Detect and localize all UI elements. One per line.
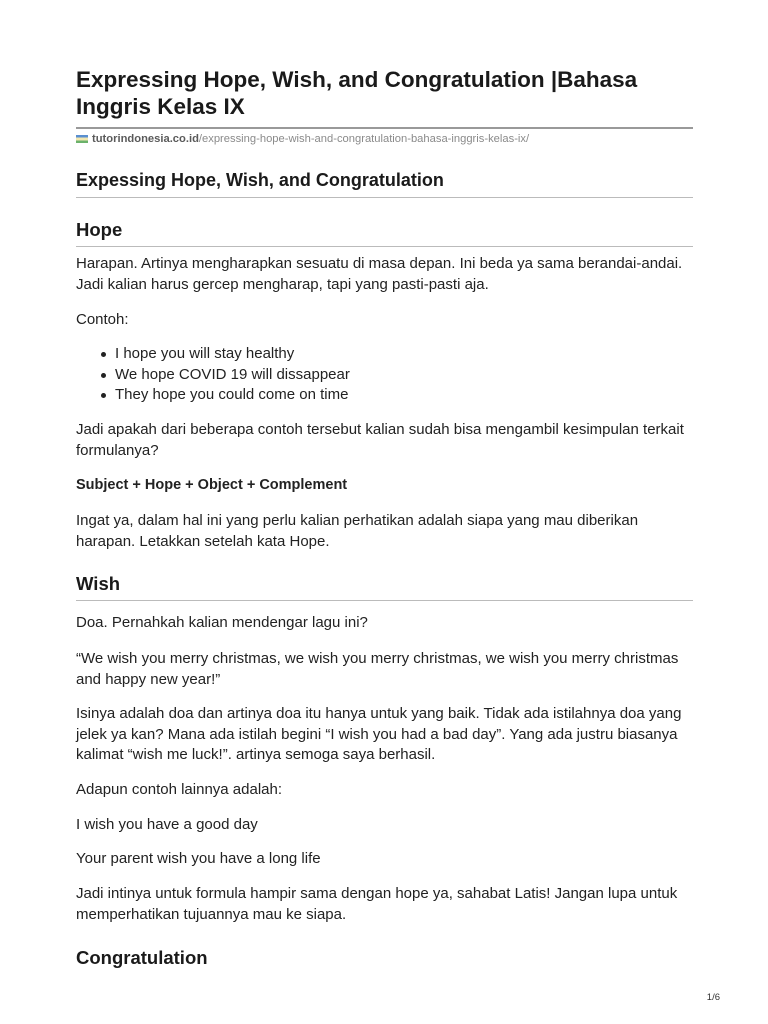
hope-heading-divider (76, 246, 693, 247)
hope-contoh-label: Contoh: (76, 311, 129, 328)
main-heading-divider (76, 197, 693, 198)
hope-question: Jadi apakah dari beberapa contoh tersebut kalian sudah bisa mengambil kesimpulan terkait formulanya? (76, 421, 684, 459)
wish-song: “We wish you merry christmas, we wish you merry christmas, we wish you merry christmas and happy new year!” (76, 650, 679, 688)
hope-heading: Hope (76, 219, 123, 240)
hope-formula: Subject + Hope + Object + Complement (76, 477, 348, 493)
congratulation-heading: Congratulation (76, 947, 208, 968)
main-heading: Expessing Hope, Wish, and Congratulation (76, 170, 444, 190)
wish-heading-divider (76, 600, 693, 601)
article-title: Expressing Hope, Wish, and Congratulation |Bahasa Inggris Kelas IX (76, 67, 638, 119)
list-item: They hope you could come on time (98, 385, 350, 406)
source-path[interactable]: /expressing-hope-wish-and-congratulation-bahasa-inggris-kelas-ix/ (198, 133, 530, 145)
wish-example-2: Your parent wish you have a long life (76, 850, 321, 867)
title-divider (76, 127, 693, 129)
hope-note: Ingat ya, dalam hal ini yang perlu kalian perhatikan adalah siapa yang mau diberikan harapan. Letakkan setelah kata Hope. (76, 512, 639, 550)
wish-example-1: I wish you have a good day (76, 816, 258, 833)
wish-other-examples-label: Adapun contoh lainnya adalah: (76, 781, 283, 798)
wish-explanation: Isinya adalah doa dan artinya doa itu hanya untuk yang baik. Tidak ada istilahnya doa yang jelek ya kan? Mana ada istilah begini “I wish you had a bad day”. Yang ada justru biasanya kalimat “wish me luck!”. artinya semoga saya berhasil. (76, 705, 682, 763)
wish-intro: Doa. Pernahkah kalian mendengar lagu ini? (76, 614, 368, 631)
source-domain[interactable]: tutorindonesia.co.id (92, 133, 199, 145)
wish-heading: Wish (76, 573, 121, 594)
hope-intro: Harapan. Artinya mengharapkan sesuatu di masa depan. Ini beda ya sama berandai-andai. Jadi kalian harus gercep mengharap, tapi yang pasti-pasti aja. (76, 255, 683, 293)
site-favicon-icon (76, 135, 88, 143)
wish-conclusion: Jadi intinya untuk formula hampir sama dengan hope ya, sahabat Latis! Jangan lupa untuk memperhatikan tujuannya mau ke siapa. (76, 885, 678, 923)
hope-examples-list (98, 344, 350, 406)
list-item: We hope COVID 19 will dissappear (98, 365, 350, 386)
page-number: 1/6 (706, 992, 720, 1003)
source-url[interactable] (76, 133, 529, 145)
list-item: I hope you will stay healthy (98, 344, 350, 365)
